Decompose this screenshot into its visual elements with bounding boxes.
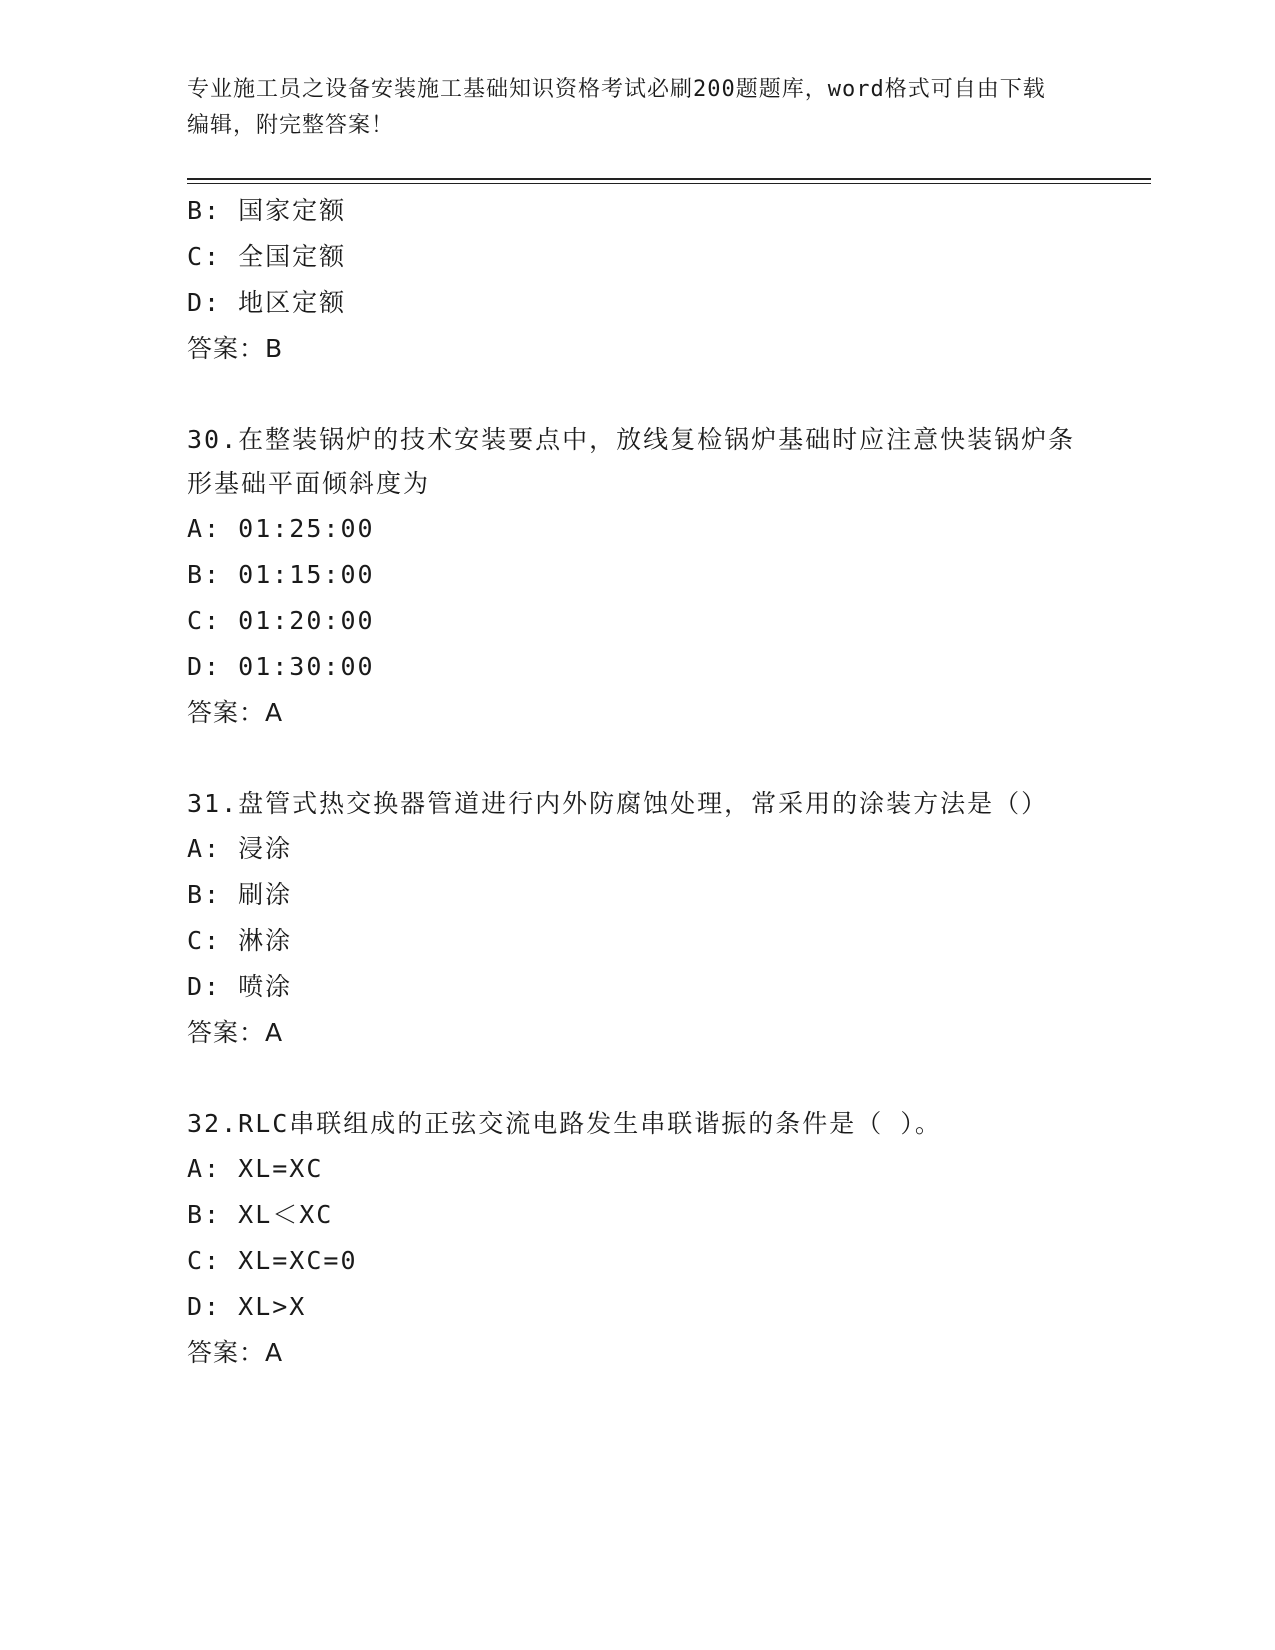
option-c: C: 01:20:00 [187, 606, 375, 635]
answer-line: 答案：A [187, 1018, 284, 1047]
option-d: D: 地区定额 [187, 288, 347, 317]
question-list [187, 188, 1087, 1376]
question-stem: 32.RLC串联组成的正弦交流电路发生串联谐振的条件是（ ）。 [187, 1109, 942, 1138]
option-a: A: 01:25:00 [187, 514, 375, 543]
option-d: D: 01:30:00 [187, 652, 375, 681]
header-divider-thick [187, 178, 1151, 180]
option-c: C: 淋涂 [187, 926, 293, 955]
option-a: A: XL=XC [187, 1154, 324, 1183]
option-b: B: 01:15:00 [187, 560, 375, 589]
answer-line: 答案：B [187, 334, 284, 363]
question-31 [187, 782, 1087, 1056]
question-30 [187, 418, 1087, 736]
answer-line: 答案：A [187, 698, 284, 727]
question-32 [187, 1102, 1087, 1376]
header-text: 专业施工员之设备安装施工基础知识资格考试必刷200题题库，word格式可自由下载编辑，附完整答案！ [187, 77, 1046, 138]
question-29-carryover [187, 188, 1087, 372]
spacer [187, 736, 1087, 782]
question-stem: 30.在整装锅炉的技术安装要点中，放线复检锅炉基础时应注意快装锅炉条形基础平面倾斜度为 [187, 425, 1076, 498]
header-divider-thin [187, 183, 1151, 184]
option-d: D: XL>X [187, 1292, 307, 1321]
spacer [187, 372, 1087, 418]
question-stem: 31.盘管式热交换器管道进行内外防腐蚀处理，常采用的涂装方法是（） [187, 789, 1049, 818]
answer-line: 答案：A [187, 1338, 284, 1367]
option-a: A: 浸涂 [187, 834, 293, 863]
option-d: D: 喷涂 [187, 972, 293, 1001]
option-c: C: XL=XC=0 [187, 1246, 358, 1275]
option-b: B: XL＜XC [187, 1200, 334, 1229]
document-header [187, 72, 1067, 144]
option-c: C: 全国定额 [187, 242, 347, 271]
option-b: B: 刷涂 [187, 880, 293, 909]
spacer [187, 1056, 1087, 1102]
option-b: B: 国家定额 [187, 196, 347, 225]
